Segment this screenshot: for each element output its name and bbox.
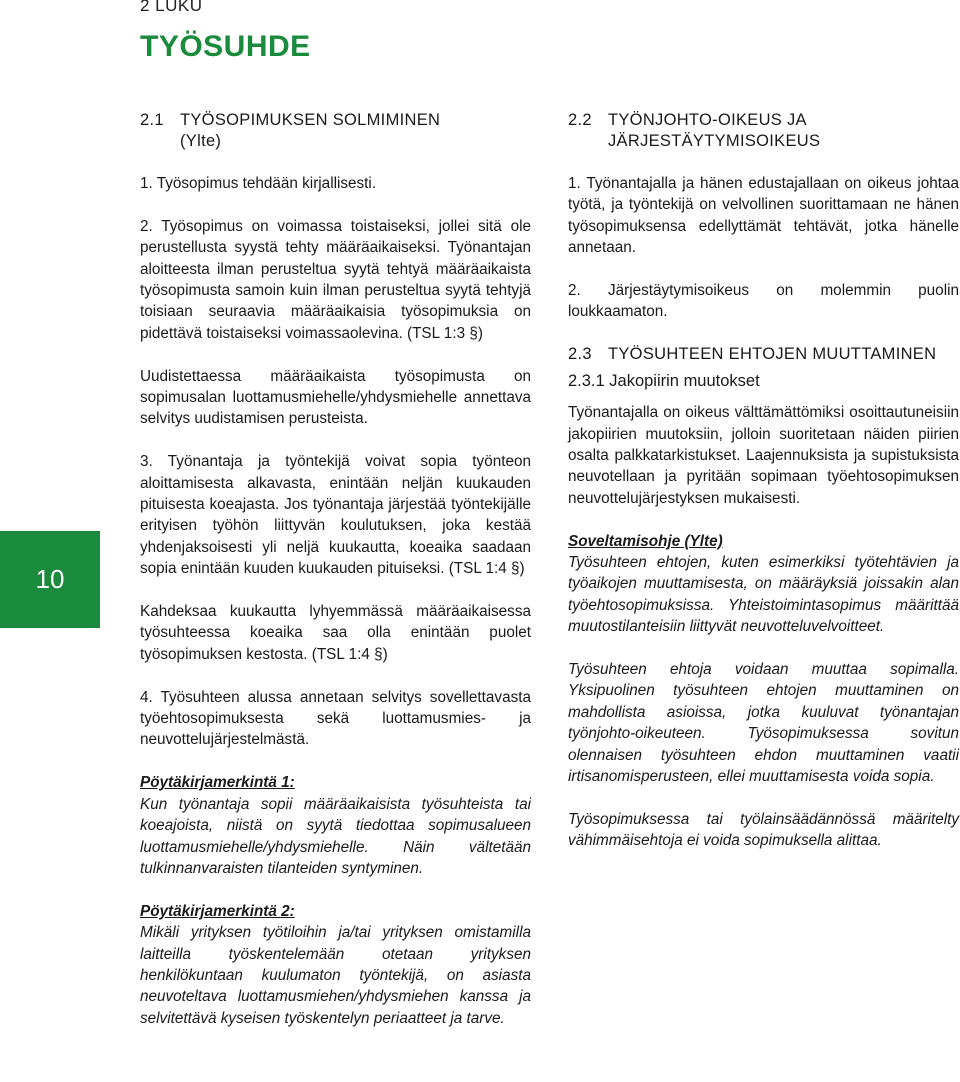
section-number: 2.2 <box>568 111 592 129</box>
section-heading-2-1 <box>140 110 531 152</box>
section-title: TYÖSUHTEEN EHTOJEN MUUTTAMINEN <box>608 345 937 364</box>
chapter-label: 2 LUKU <box>140 0 203 15</box>
note-title: Pöytäkirjamerkintä 2: <box>140 902 295 920</box>
note-text: Työsuhteen ehtojen, kuten esimerkiksi työtehtävien ja työaikojen muuttamisesta, on määräyksiä joissakin alan työehtosopimuksissa. Yhteistoimintasopimus määrittää muutostilanteisiin liittyvät neuvotteluvelvoitteet. <box>568 554 959 636</box>
section-heading-2-3 <box>568 344 959 365</box>
paragraph: Työsuhteen ehtoja voidaan muuttaa sopimalla. Yksipuolinen työsuhteen ehtojen muuttaminen on mahdollista asioissa, jotka kuuluvat työnantajan työnjohto-oikeuteen. Työsopimuksessa sovitun olennaisen työsuhteen ehdon muuttaminen vaatii irtisanomisperusteen, ellei muuttamisesta voida sopia. <box>568 661 959 786</box>
paragraph: 1. Työnantajalla ja hänen edustajallaan on oikeus johtaa työtä, ja työntekijä on velvollinen suorittamaan ne hänen työsopimuksensa edellyttämät tehtävät, jotka hänelle annetaan. <box>568 175 959 257</box>
paragraph: 4. Työsuhteen alussa annetaan selvitys sovellettavasta työehtosopimuksesta sekä luottamusmies- ja neuvottelujärjestelmästä. <box>140 688 531 749</box>
application-note <box>568 531 959 638</box>
section-title: TYÖSOPIMUKSEN SOLMIMINEN <box>180 111 441 129</box>
left-column <box>140 110 531 1051</box>
paragraph: Työsopimuksessa tai työlainsäädännössä määritelty vähimmäisehtoja ei voida sopimuksella alittaa. <box>568 810 959 850</box>
section-title: TYÖNJOHTO-OIKEUS JA JÄRJESTÄYTYMISOIKEUS <box>608 111 821 150</box>
paragraph: 3. Työnantaja ja työntekijä voivat sopia työnteon aloittamisesta alkavasta, enintään neljän kuukauden pituisesta koeajasta. Jos työnantaja järjestää työntekijälle erityisen työhön liittyvän koulutuksen, joka kestää yhdenjaksoisesti yli neljä kuukautta, koeaika saadaan sopia enintään kuuden kuukauden pituiseksi. (TSL 1:4 §) <box>140 453 531 578</box>
right-column <box>568 110 959 873</box>
section-number: 2.3 <box>568 345 592 364</box>
protocol-note-1 <box>140 772 531 879</box>
paragraph: Kahdeksaa kuukautta lyhyemmässä määräaikaisessa työsuhteessa koeaika saa olla enintään puolet työsopimuksen kestosta. (TSL 1:4 §) <box>140 603 531 663</box>
note-text: Mikäli yrityksen työtiloihin ja/tai yrityksen omistamilla laitteilla työskentelemään otetaan yrityksen henkilökuntaan kuulumaton työntekijä, on asiasta neuvoteltava luottamusmiehen/yhdysmiehen kanssa ja selvitettävä kyseisen työskentelyn periaatteet ja tarve. <box>140 924 531 1027</box>
section-number: 2.1 <box>140 111 164 129</box>
subsection-heading: 2.3.1 Jakopiirin muutokset <box>568 372 760 391</box>
paragraph: 2. Järjestäytymisoikeus on molemmin puolin loukkaamaton. <box>568 282 959 321</box>
section-title-block <box>180 110 440 152</box>
note-title: Soveltamisohje (Ylte) <box>568 532 723 550</box>
paragraph: 2. Työsopimus on voimassa toistaiseksi, jollei sitä ole perustellusta syystä tehty määräaikaiseksi. Työnantajan aloitteesta ilman perusteltua syytä tehtyä määräaikaista työsopimusta samoin kuin ilman perusteltua syytä tehtyjä toisiaan seuraavia määräaikaisia työsopimuksia on pidettävä toistaiseksi voimassaolevina. (TSL 1:3 §) <box>140 217 531 342</box>
section-subtitle: (Ylte) <box>180 132 222 150</box>
protocol-note-2 <box>140 901 531 1029</box>
paragraph: Työnantajalla on oikeus välttämättömiksi osoittautuneisiin jakopiirien muutoksiin, jolloin suoritetaan näiden piirien osalta palkkatarkistukset. Laajennuksista ja supistuksista neuvotellaan ja pyritään sopimaan työehtosopimuksen neuvottelujärjestyksen mukaisesti. <box>568 404 959 507</box>
page-number-tab <box>0 531 100 628</box>
note-text: Kun työnantaja sopii määräaikaisista työsuhteista tai koeajoista, niistä on syytä tiedottaa sopimusalueen luottamusmiehelle/yhdysmiehelle. Näin vältetään tulkinnanvaraisten tilanteiden syntyminen. <box>140 795 531 877</box>
page-number: 10 <box>35 564 65 594</box>
paragraph: 1. Työsopimus tehdään kirjallisesti. <box>140 175 377 192</box>
section-heading-2-2 <box>568 110 959 152</box>
note-title: Pöytäkirjamerkintä 1: <box>140 774 295 792</box>
paragraph: Uudistettaessa määräaikaista työsopimusta on sopimusalan luottamusmiehelle/yhdysmiehelle annettava selvitys uudistamisen perusteista. <box>140 367 531 428</box>
chapter-title: TYÖSUHDE <box>140 30 311 63</box>
